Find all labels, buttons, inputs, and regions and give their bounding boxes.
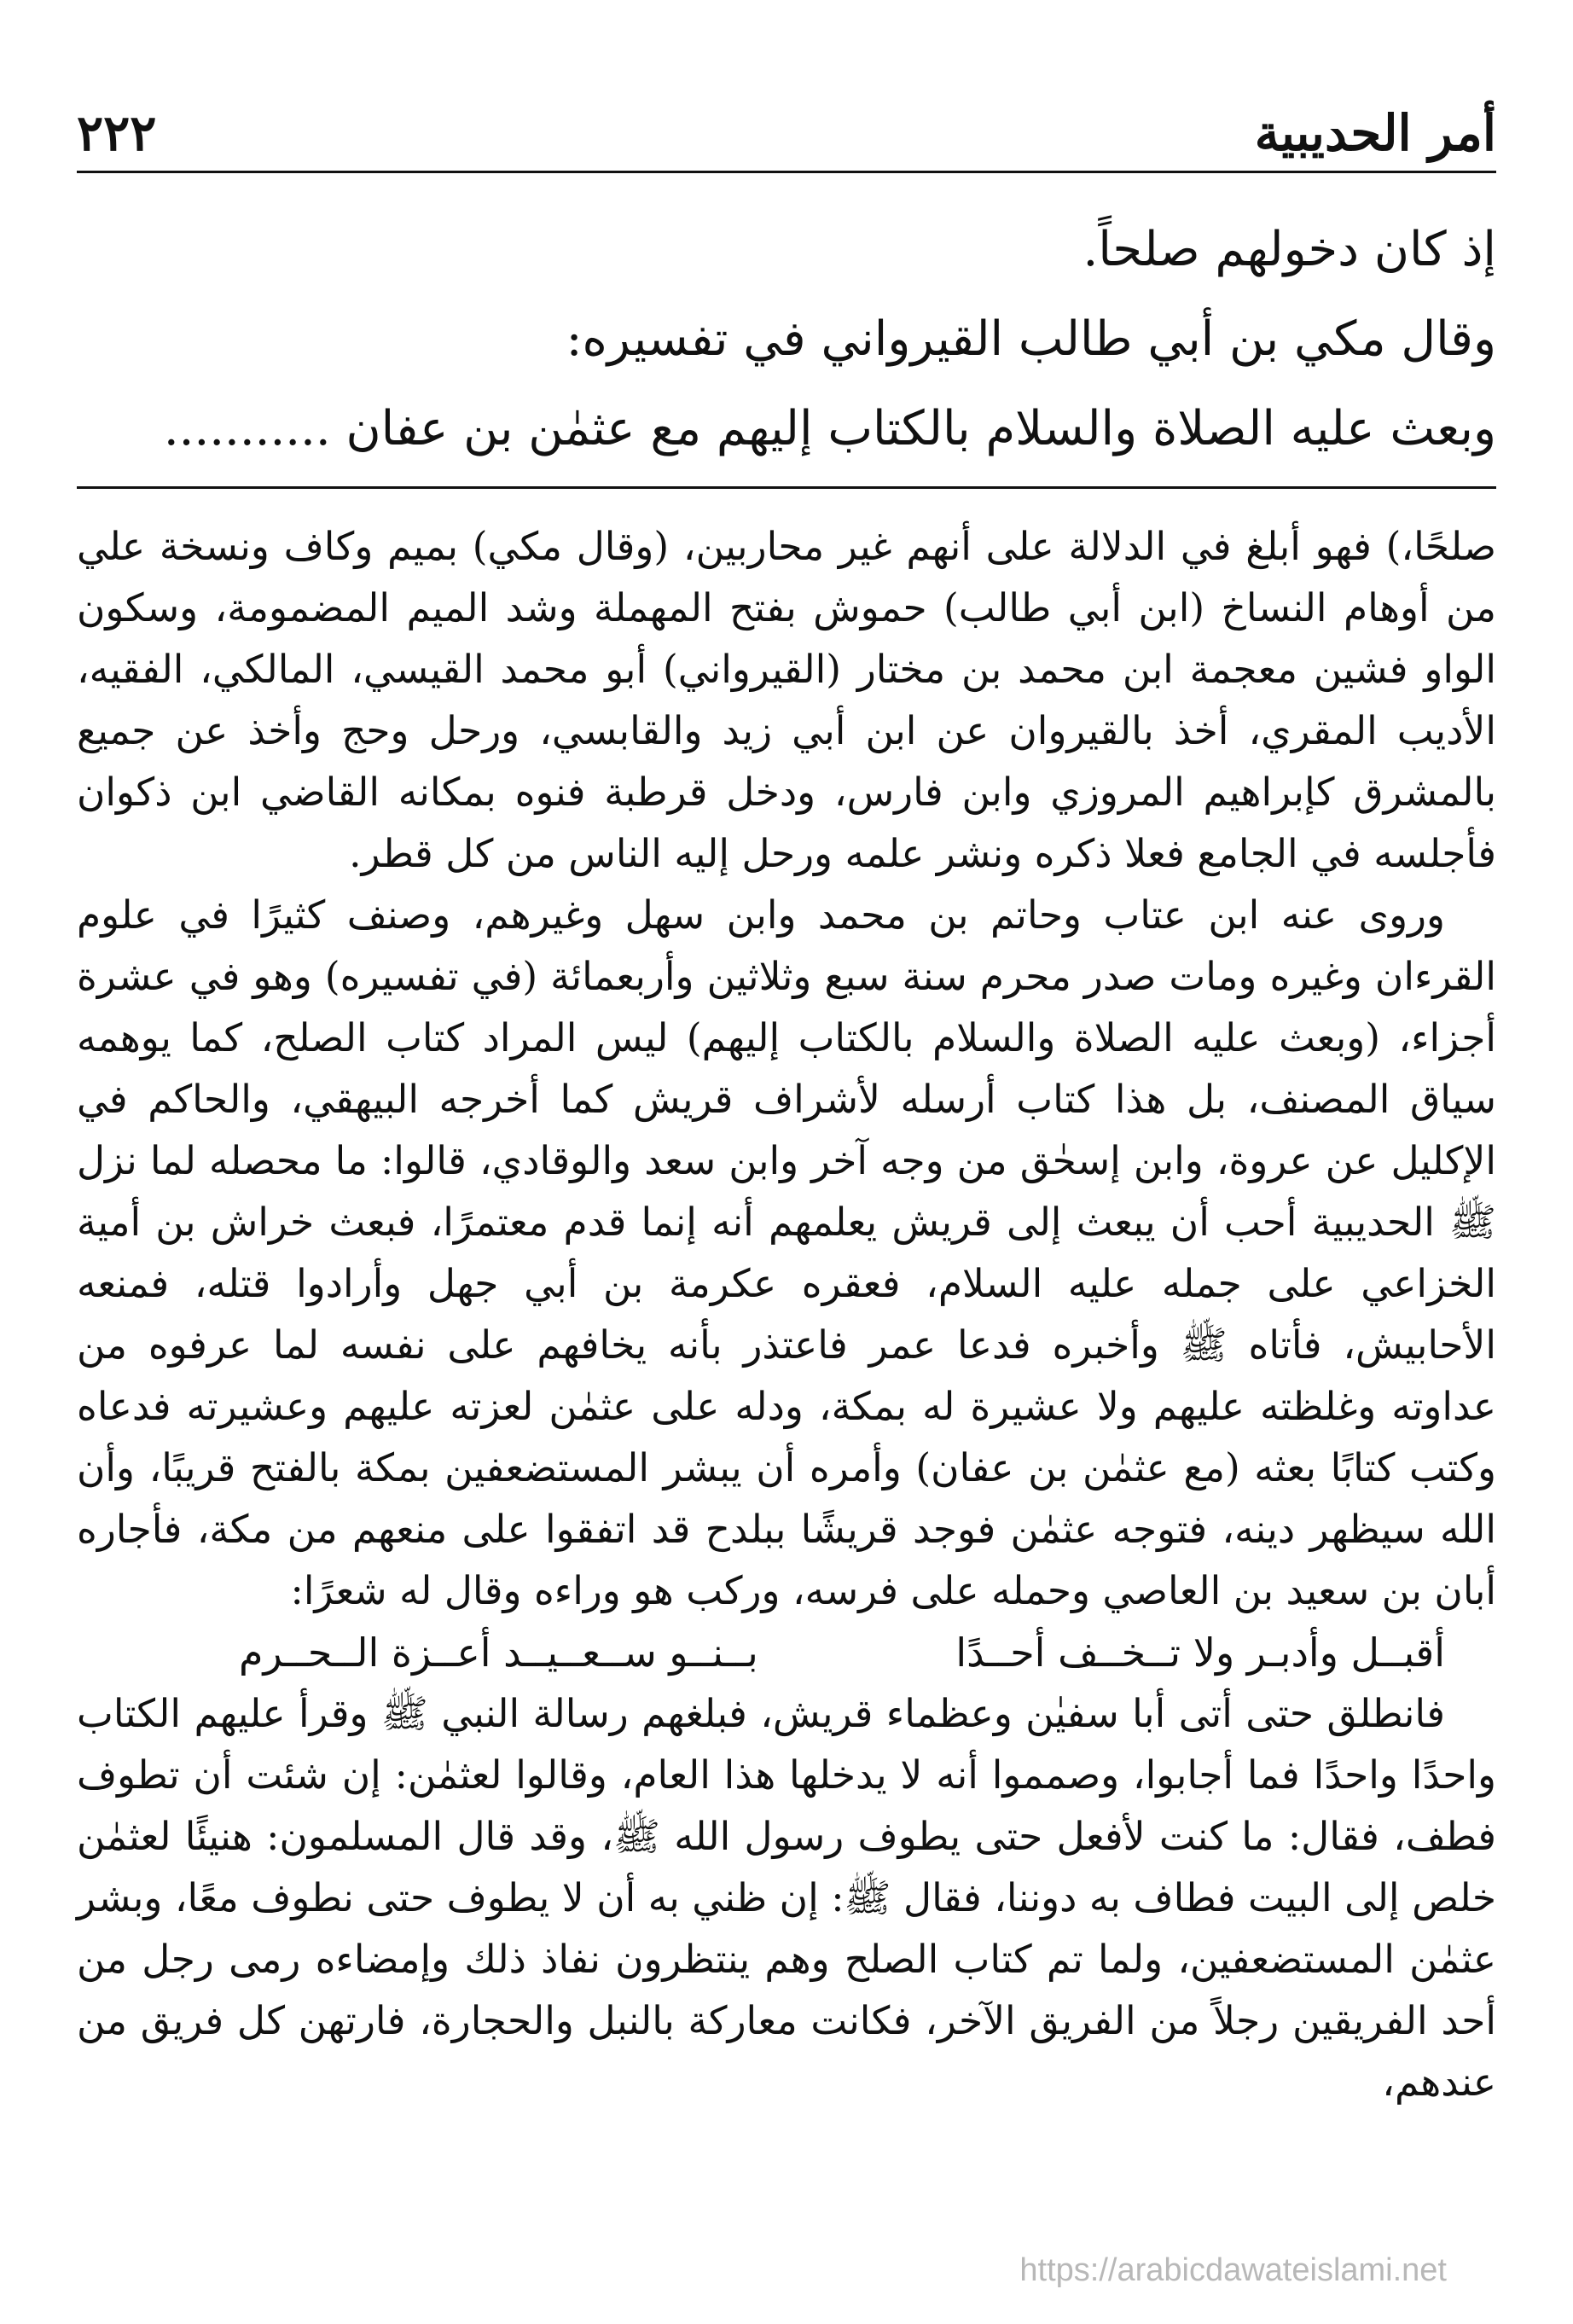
main-text <box>77 205 1496 474</box>
page-number: ٢٢٢ <box>77 104 157 162</box>
header-divider <box>77 171 1496 173</box>
verse-second-hemistich: بــنــو ســعــيــد أعــزة الــحــرم <box>239 1630 758 1676</box>
main-text-line: وقال مكي بن أبي طالب القيرواني في تفسيره: <box>566 311 1496 367</box>
commentary <box>77 516 1496 2113</box>
commentary-paragraph: صلحًا،) فهو أبلغ في الدلالة على أنهم غير محاربين، (وقال مكي) بميم وكاف ونسخة علي من أوهام النساخ (ابن أبي طالب) حموش بفتح المهملة وشد الميم المضمومة، وسكون الواو فشين معجمة ابن محمد بن مختار (القيرواني) أبو محمد القيسي، المالكي، الفقيه، الأديب المقري، أخذ بالقيروان عن ابن أبي زيد والقابسي، ورحل وحج وأخذ عن جميع بالمشرق كإبراهيم المروزي وابن فارس، ودخل قرطبة فنوه بمكانه القاضي ابن ذكوان فأجلسه في الجامع فعلا ذكره ونشر علمه ورحل إليه الناس من كل قطر. <box>77 524 1496 876</box>
running-header <box>77 85 1496 162</box>
commentary-paragraph: فانطلق حتى أتى أبا سفيٰن وعظماء قريش، فبلغهم رسالة النبي ﷺ وقرأ عليهم الكتاب واحدًا واحدًا فما أجابوا، وصمموا أنه لا يدخلها هذا العام، وقالوا لعثمٰن: إن شئت أن تطوف فطف، فقال: ما كنت لأفعل حتى يطوف رسول الله ﷺ، وقد قال المسلمون: هنيئًا لعثمٰن خلص إلى البيت فطاف به دوننا، فقال ﷺ: إن ظني به أن لا يطوف حتى نطوف معًا، وبشر عثمٰن المستضعفين، ولما تم كتاب الصلح وهم ينتظرون نفاذ ذلك وإمضاءه رمى رجل من أحد الفريقين رجلاً من الفريق الآخر، فكانت معاركة بالنبل والحجارة، فارتهن كل فريق من عندهم، <box>77 1691 1496 2105</box>
chapter-title: أمر الحديبية <box>1254 104 1496 162</box>
commentary-divider <box>77 486 1496 489</box>
main-text-line: وبعث عليه الصلاة والسلام بالكتاب إليهم مع عثمٰن بن عفان ........... <box>163 401 1496 456</box>
poetry-verse <box>77 1622 1496 1683</box>
commentary-paragraph: وروى عنه ابن عتاب وحاتم بن محمد وابن سهل وغيرهم، وصنف كثيرًا في علوم القرءان وغيره ومات صدر محرم سنة سبع وثلاثين وأربعمائة (في تفسيره) وهو في عشرة أجزاء، (وبعث عليه الصلاة والسلام بالكتاب إليهم) ليس المراد كتاب الصلح، كما يوهمه سياق المصنف، بل هذا كتاب أرسله لأشراف قريش كما أخرجه البيهقي، والحاكم في الإكليل عن عروة، وابن إسحٰق من وجه آخر وابن سعد والوقادي، قالوا: ما محصله لما نزل ﷺ الحديبية أحب أن يبعث إلى قريش يعلمهم أنه إنما قدم معتمرًا، فبعث خراش بن أمية الخزاعي على جمله عليه السلام، فعقره عكرمة بن أبي جهل وأرادوا قتله، فمنعه الأحابيش، فأتاه ﷺ وأخبره فدعا عمر فاعتذر بأنه يخافهم على نفسه لما عرفوه من عداوته وغلظته عليهم ولا عشيرة له بمكة، ودله على عثمٰن لعزته عليهم وعشيرته فدعاه وكتب كتابًا بعثه (مع عثمٰن بن عفان) وأمره أن يبشر المستضعفين بمكة بالفتح قريبًا، وأن الله سيظهر دينه، فتوجه عثمٰن فوجد قريشًا ببلدح قد اتفقوا على منعهم من مكة، فأجاره أبان بن سعيد بن العاصي وحمله على فرسه، وركب هو وراءه وقال له شعرًا: <box>77 892 1496 1613</box>
main-text-line: إذ كان دخولهم صلحاً. <box>1083 222 1496 277</box>
watermark-url: https://arabicdawateislami.net <box>1019 2252 1447 2288</box>
verse-first-hemistich: أقبــل وأدبـر ولا تــخــف أحــدًا <box>955 1630 1445 1676</box>
